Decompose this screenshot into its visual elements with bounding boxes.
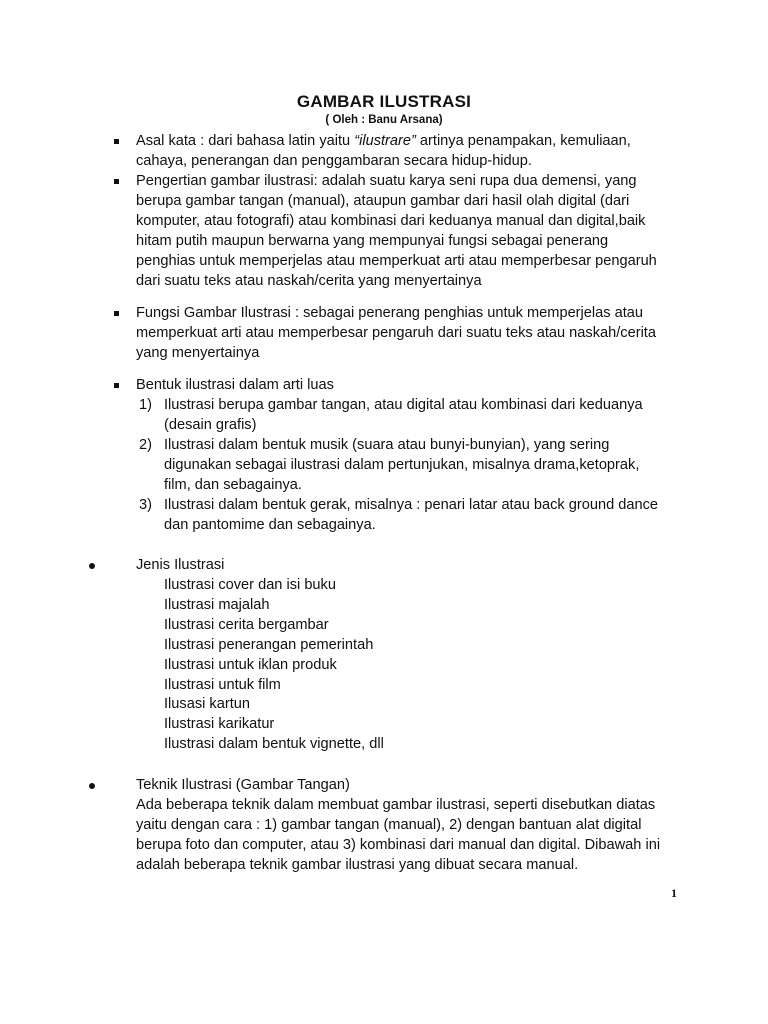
bentuk-item-number: 2) xyxy=(139,437,152,453)
bentuk-item-2: 2) Ilustrasi dalam bentuk musik (suara atau bunyi-bunyian), yang sering digunakan sebagai ilustrasi dalam pertunjukan, misalnya drama,ketoprak, film, dan sebagainya. xyxy=(139,437,640,493)
bentuk-item-number: 3) xyxy=(139,497,152,513)
teknik-heading: Teknik Ilustrasi (Gambar Tangan) xyxy=(136,777,350,793)
asal-kata-line-1: Asal kata : dari bahasa latin yaitu “ilustrare” artinya penampakan, kemuliaan, xyxy=(136,133,631,149)
pengertian-line: komputer, atau fotografi) atau kombinasi dari keduanya manual dan digital,baik xyxy=(136,212,646,229)
jenis-item: Ilustrasi penerangan pemerintah xyxy=(164,636,374,653)
bullet-fungsi xyxy=(136,304,656,364)
bullet-jenis xyxy=(136,556,224,576)
jenis-item: Ilustrasi untuk film xyxy=(164,676,281,693)
pengertian-line: dari suatu teks atau naskah/cerita yang menyertainya xyxy=(136,272,482,289)
term-ilustrare: “ilustrare” xyxy=(354,133,416,149)
teknik-line: yaitu dengan cara : 1) gambar tangan (manual), 2) dengan bantuan alat digital xyxy=(136,816,642,833)
page-subtitle: ( Oleh : Banu Arsana) xyxy=(325,114,443,126)
jenis-item: Ilustrasi dalam bentuk vignette, dll xyxy=(164,736,384,753)
jenis-item: Ilustrasi cover dan isi buku xyxy=(164,577,336,593)
bullet-teknik xyxy=(136,776,660,876)
jenis-list xyxy=(164,576,384,755)
jenis-item: Ilustrasi majalah xyxy=(164,596,270,613)
page-title: GAMBAR ILUSTRASI xyxy=(296,92,472,111)
fungsi-line: Fungsi Gambar Ilustrasi : sebagai penerang penghias untuk memperjelas atau xyxy=(136,305,644,321)
pengertian-line: hitam putih maupun berwarna yang mempunyai fungsi sebagai penerang xyxy=(136,232,609,249)
bullet-asal-kata xyxy=(136,132,631,172)
jenis-heading: Jenis Ilustrasi xyxy=(136,557,225,573)
pengertian-line: berupa gambar tangan (manual), ataupun gambar dari hasil olah digital (dari xyxy=(136,192,630,209)
jenis-item: Ilustrasi untuk iklan produk xyxy=(164,656,337,673)
page-number: 1 xyxy=(671,886,677,900)
bentuk-item-1: 1) Ilustrasi berupa gambar tangan, atau digital atau kombinasi dari keduanya (desain grafis) xyxy=(139,397,643,433)
asal-kata-line-2: cahaya, penerangan dan penggambaran secara hidup-hidup. xyxy=(136,152,532,169)
bullet-dot xyxy=(89,563,95,569)
pengertian-line: penghias untuk memperjelas atau memperkuat arti atau memperbesar pengaruh xyxy=(136,252,657,269)
bullet-pengertian xyxy=(136,172,657,291)
bullet-dot xyxy=(89,783,95,789)
teknik-line: Ada beberapa teknik dalam membuat gambar ilustrasi, seperti disebutkan diatas xyxy=(136,796,656,813)
fungsi-line: yang menyertainya xyxy=(136,344,260,361)
jenis-item: Ilustrasi karikatur xyxy=(164,716,275,733)
bentuk-item-number: 1) xyxy=(139,397,152,413)
pengertian-line: Pengertian gambar ilustrasi: adalah suatu karya seni rupa dua demensi, yang xyxy=(136,173,637,189)
bentuk-heading: Bentuk ilustrasi dalam arti luas xyxy=(136,377,334,393)
teknik-line: berupa foto dan computer, atau 3) kombinasi dari manual dan digital. Dibawah ini xyxy=(136,836,661,853)
jenis-item: Ilusasi kartun xyxy=(164,696,250,713)
bentuk-item-3: 3) Ilustrasi dalam bentuk gerak, misalnya : penari latar atau back ground dance dan pantomime dan sebagainya. xyxy=(139,497,659,533)
fungsi-line: memperkuat arti atau memperbesar pengaruh dari suatu teks atau naskah/cerita xyxy=(136,324,656,341)
teknik-line: adalah beberapa teknik gambar ilustrasi yang dibuat secara manual. xyxy=(136,856,579,873)
jenis-item: Ilustrasi cerita bergambar xyxy=(164,616,329,633)
bullet-bentuk xyxy=(136,376,334,396)
